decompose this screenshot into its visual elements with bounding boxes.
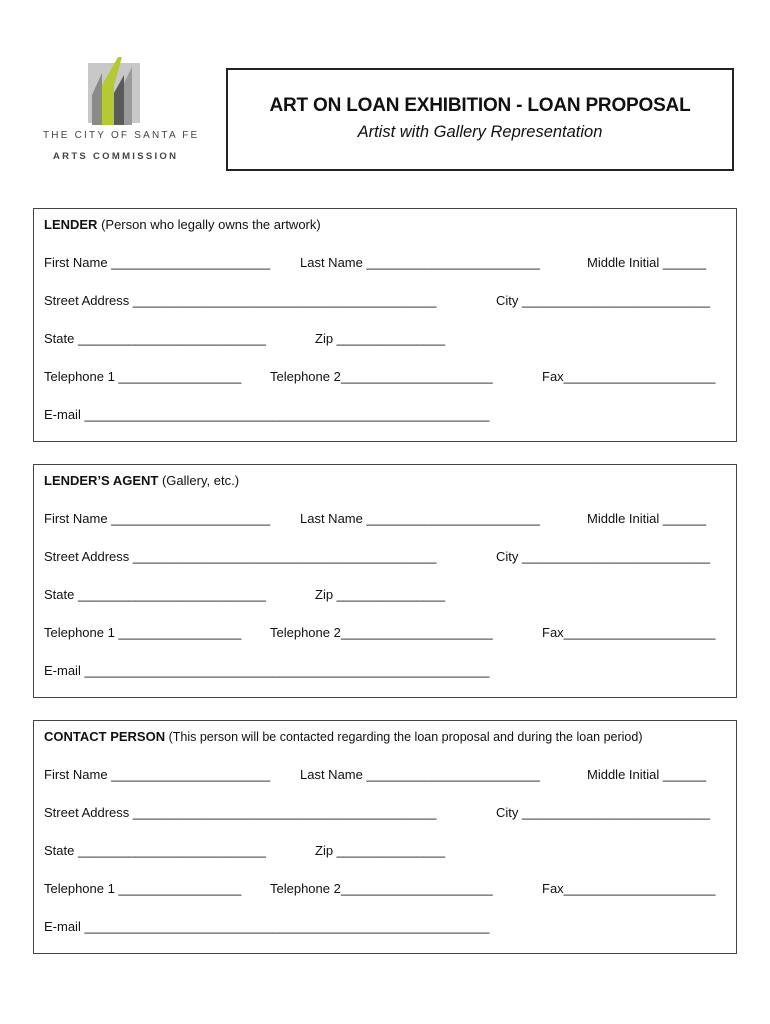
section-heading-label: CONTACT PERSON [44, 729, 166, 744]
zip-field[interactable]: Zip _______________ [315, 587, 446, 602]
email-field[interactable]: E-mail ________________________________________________________ [44, 663, 490, 678]
fax-field[interactable]: Fax_____________________ [542, 881, 716, 896]
section-heading-note: (Gallery, etc.) [158, 473, 240, 488]
last-name-field[interactable]: Last Name ________________________ [300, 255, 540, 270]
state-field[interactable]: State __________________________ [44, 843, 266, 858]
page-subtitle: Artist with Gallery Representation [357, 123, 603, 141]
telephone-1-field[interactable]: Telephone 1 _________________ [44, 881, 242, 896]
middle-initial-field[interactable]: Middle Initial ______ [587, 511, 707, 526]
section-heading [44, 473, 239, 488]
section-heading-label: LENDER’S AGENT [44, 473, 159, 488]
santa-fe-arts-logo [40, 55, 210, 170]
first-name-field[interactable]: First Name ______________________ [44, 511, 271, 526]
last-name-field[interactable]: Last Name ________________________ [300, 767, 540, 782]
email-field[interactable]: E-mail ________________________________________________________ [44, 407, 490, 422]
street-address-field[interactable]: Street Address __________________________________________ [44, 805, 437, 820]
street-address-field[interactable]: Street Address __________________________________________ [44, 293, 437, 308]
section-heading-note: (This person will be contacted regarding the loan proposal and during the loan period) [165, 730, 643, 744]
telephone-2-field[interactable]: Telephone 2_____________________ [270, 881, 493, 896]
page-title: ART ON LOAN EXHIBITION - LOAN PROPOSAL [269, 95, 691, 116]
telephone-2-field[interactable]: Telephone 2_____________________ [270, 369, 493, 384]
zip-field[interactable]: Zip _______________ [315, 843, 446, 858]
state-field[interactable]: State __________________________ [44, 331, 266, 346]
fax-field[interactable]: Fax_____________________ [542, 369, 716, 384]
section-heading [44, 729, 643, 744]
first-name-field[interactable]: First Name ______________________ [44, 255, 271, 270]
logo-mark-icon [88, 55, 140, 127]
last-name-field[interactable]: Last Name ________________________ [300, 511, 540, 526]
logo-text-city: THE CITY OF SANTA FE [43, 130, 200, 141]
street-address-field[interactable]: Street Address __________________________________________ [44, 549, 437, 564]
city-field[interactable]: City __________________________ [496, 805, 710, 820]
telephone-1-field[interactable]: Telephone 1 _________________ [44, 369, 242, 384]
telephone-1-field[interactable]: Telephone 1 _________________ [44, 625, 242, 640]
telephone-2-field[interactable]: Telephone 2_____________________ [270, 625, 493, 640]
section-lenders-agent [33, 464, 737, 698]
title-box [226, 68, 734, 171]
city-field[interactable]: City __________________________ [496, 549, 710, 564]
city-field[interactable]: City __________________________ [496, 293, 710, 308]
logo-text-commission: ARTS COMMISSION [53, 151, 179, 162]
section-heading-label: LENDER [44, 217, 98, 232]
middle-initial-field[interactable]: Middle Initial ______ [587, 255, 707, 270]
middle-initial-field[interactable]: Middle Initial ______ [587, 767, 707, 782]
first-name-field[interactable]: First Name ______________________ [44, 767, 271, 782]
section-lender [33, 208, 737, 442]
section-contact-person [33, 720, 737, 954]
section-heading [44, 217, 321, 232]
zip-field[interactable]: Zip _______________ [315, 331, 446, 346]
section-heading-note: (Person who legally owns the artwork) [97, 217, 321, 232]
email-field[interactable]: E-mail ________________________________________________________ [44, 919, 490, 934]
state-field[interactable]: State __________________________ [44, 587, 266, 602]
fax-field[interactable]: Fax_____________________ [542, 625, 716, 640]
